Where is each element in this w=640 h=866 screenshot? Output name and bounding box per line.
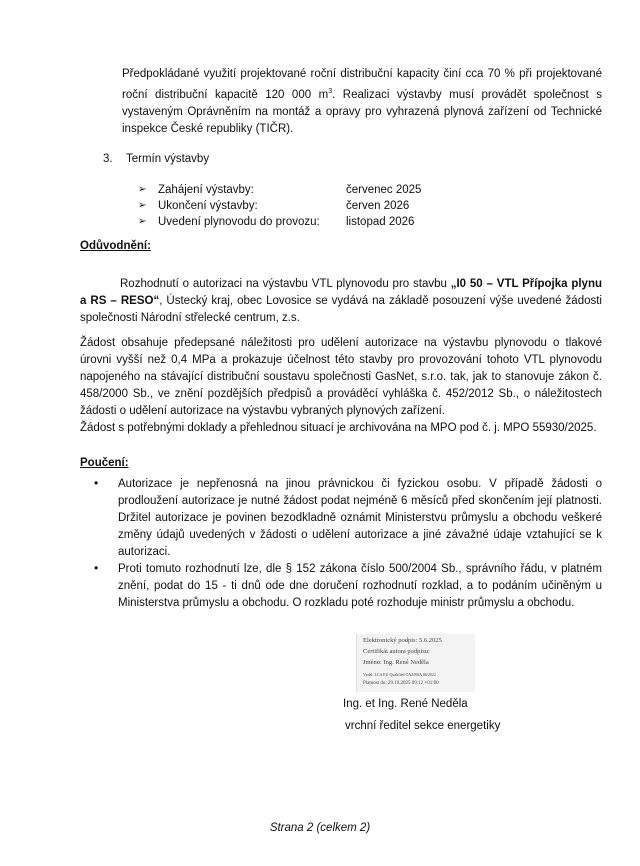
signatory-position: vrchní ředitel sekce energetiky: [345, 720, 501, 732]
oduvodneni-paragraph-2: Žádost obsahuje předepsané náležitosti pro udělení autorizace na výstavbu plynovodu o tlakové úrovni vyšší než 0,4 MPa a prokazuje účelnost této stavby pro provozování tohoto VTL plynovodu napojeného na stávající distribuční soustavu společnosti GasNet, s.r.o. tak, jak to stanovuje zákon č. 458/2000 Sb., ve znění pozdějších předpisů a prováděcí vyhláška č. 452/2012 Sb., o náležitostech žádosti o udělení autorizace na výstavbu vybraných plynových zařízení.: [80, 337, 602, 417]
schedule-list: [138, 182, 438, 230]
intro-paragraph: Předpokládané využití projektované roční distribuční kapacity činí cca 70 % při projektované roční distribuční kapacitě 120 000 $m^3$. Realizaci výstavby musí provádět společnost s vystaveným Oprávněním na montáž a opravy pro vyhrazená plynová zařízení od Technické inspekce České republiky (TIČR).: [122, 68, 602, 135]
schedule-item: [138, 198, 438, 214]
signature-line: Vydal: I.CA EU Qualified CA2/RSA 06/2022: [363, 672, 436, 677]
electronic-signature-stamp: [356, 634, 475, 692]
schedule-item: [138, 182, 438, 198]
oduvodneni-heading: Odůvodnění:: [80, 240, 151, 252]
p1-end: , Ústecký kraj, obec Lovosice se vydává na základě posouzení výše uvedené žádosti společnosti Národní střelecké centrum, z.s.: [80, 295, 602, 324]
bullet-dot-icon: •: [94, 476, 99, 490]
oduvodneni-paragraph-3: Žádost s potřebnými doklady a přehlednou situací je archivována na MPO pod č. j. MPO 55930/2025.: [80, 422, 597, 434]
signatory-name: Ing. et Ing. René Neděla: [343, 698, 468, 710]
schedule-item: [138, 214, 438, 230]
pouceni-bullet: [80, 476, 602, 561]
bullet-dot-icon: •: [94, 561, 99, 575]
schedule-label: Uvedení plynovodu do provozu:: [158, 216, 320, 228]
signature-line: Platnost do: 29.10.2025 09:12 +01:00: [363, 681, 439, 686]
bullet-text: Proti tomuto rozhodnutí lze, dle § 152 zákona číslo 500/2004 Sb., správního řádu, v platném znění, podat do 15 - ti dnů ode dne doručení rozhodnutí rozklad, a to podáním učiněným u Ministerstva průmyslu a obchodu. O rozkladu poté rozhoduje ministr průmyslu a obchodu.: [118, 563, 602, 609]
signature-line: Elektronický podpis: 5.6.2025: [363, 637, 442, 644]
project-name: „I0 50 – VTL Přípojka plynu a RS – RESO“: [80, 278, 602, 307]
section-3-title: [103, 153, 209, 165]
pouceni-heading: Poučení:: [80, 457, 129, 469]
page-footer: Strana 2 (celkem 2): [269, 822, 371, 834]
signature-line: Certifikát autora podpisu:: [363, 648, 430, 655]
arrow-bullet-icon: ➢: [138, 216, 147, 227]
schedule-value: červenec 2025: [346, 184, 422, 196]
schedule-value: listopad 2026: [346, 216, 415, 228]
arrow-bullet-icon: ➢: [138, 184, 147, 195]
arrow-bullet-icon: ➢: [138, 200, 147, 211]
section-number: 3.: [103, 153, 113, 165]
signature-line: Jméno: Ing. René Neděla: [363, 659, 429, 666]
pouceni-bullet: [80, 561, 602, 612]
p1-start: Rozhodnutí o autorizaci na výstavbu VTL plynovodu pro stavbu: [120, 278, 451, 290]
section-title: Termín výstavby: [126, 153, 210, 165]
schedule-label: Zahájení výstavby:: [158, 184, 254, 196]
oduvodneni-paragraph-1: [80, 276, 602, 327]
bullet-text: Autorizace je nepřenosná na jinou právnickou či fyzickou osobu. V případě žádosti o prodloužení autorizace je nutné žádost podat nejméně 6 měsíců před skončením její platnosti. Držitel autorizace je povinen bezodkladně oznámit Ministerstvu průmyslu a obchodu veškeré změny údajů uvedených v žádosti o udělení autorizace a jiné závažné údaje vztahující se k autorizaci.: [118, 478, 602, 558]
schedule-label: Ukončení výstavby:: [158, 200, 258, 212]
schedule-value: červen 2026: [346, 200, 410, 212]
